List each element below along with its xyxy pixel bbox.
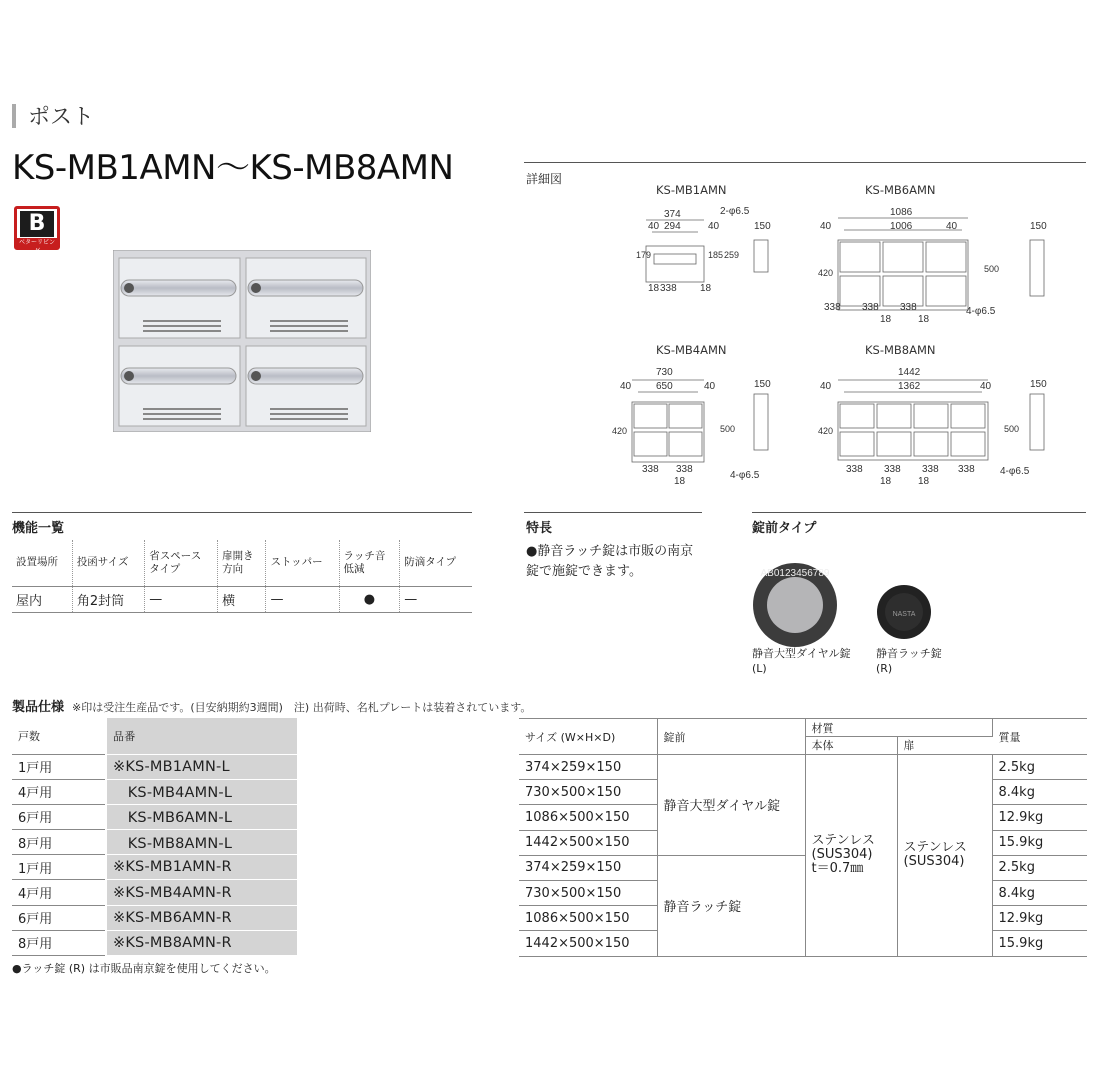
- category-bar: [12, 104, 16, 128]
- dim-mb6-s2: 18: [918, 314, 930, 325]
- header-units: 戸数: [12, 718, 106, 754]
- dim-mb4-side2: 40: [704, 381, 716, 392]
- func-value-drip: —: [400, 586, 472, 612]
- func-header-latch: ラッチ音 低減: [339, 540, 400, 586]
- dial-characters: AB0123456789: [760, 568, 830, 579]
- dim-mb8-hole: 4-φ6.5: [1000, 466, 1030, 477]
- dim-mb4-d2: 500: [720, 424, 736, 434]
- cell-weight: 2.5kg: [992, 755, 1087, 780]
- row-units: 4戸用: [12, 880, 106, 905]
- dim-mb8-b3: 338: [922, 464, 939, 475]
- dim-mb6-side2: 40: [946, 221, 958, 232]
- cell-size: 730×500×150: [519, 780, 657, 805]
- lock-caption-l: [752, 646, 851, 676]
- dim-mb8-s1: 18: [880, 476, 892, 487]
- cell-size: 374×259×150: [519, 755, 657, 780]
- table-row: [12, 855, 297, 880]
- category-label: ポスト: [28, 105, 95, 130]
- locks-title: 錠前タイプ: [752, 521, 817, 536]
- cell-size: 374×259×150: [519, 855, 657, 880]
- drawing-label-mb1: KS-MB1AMN: [656, 183, 727, 197]
- drawing-label-mb8: KS-MB8AMN: [865, 343, 936, 357]
- part-number-table: [12, 718, 297, 956]
- detail-drawings: [600, 198, 1090, 488]
- lock-code-r: (R): [876, 662, 893, 675]
- dim-mb8-side2: 40: [980, 381, 992, 392]
- dim-mb1-side: 40: [648, 221, 660, 232]
- lock-code-l: (L): [752, 662, 767, 675]
- header-weight: 質量: [992, 719, 1087, 755]
- func-header-size: 投函サイズ: [72, 540, 144, 586]
- dim-mb1-w: 374: [664, 209, 681, 220]
- row-units: 6戸用: [12, 905, 106, 930]
- dim-mb4-b2: 338: [676, 464, 693, 475]
- bottom-note: ●ラッチ錠 (R) は市販品南京錠を使用してください。: [12, 962, 276, 975]
- functions-divider: [12, 512, 472, 513]
- detail-title: 詳細図: [526, 172, 563, 186]
- dim-mb8-b4: 338: [958, 464, 975, 475]
- product-photo: [113, 250, 371, 432]
- func-value-location: 屋内: [12, 586, 72, 612]
- dim-mb6-b2: 338: [862, 302, 879, 313]
- dim-mb1-hole: 2-φ6.5: [720, 206, 750, 217]
- table-row: [12, 880, 297, 905]
- dim-mb4-w: 730: [656, 367, 673, 378]
- table-row: [12, 754, 297, 779]
- dim-mb1-bottom: 338: [660, 283, 677, 294]
- locks-divider: [752, 512, 1086, 513]
- cell-size: 1086×500×150: [519, 906, 657, 931]
- row-part: KS-MB4AMN-L: [106, 779, 297, 804]
- lock-name-r: 静音ラッチ錠: [876, 647, 942, 660]
- cell-lock-l: 静音大型ダイヤル錠: [657, 755, 805, 856]
- func-header-door: 扉開き 方向: [218, 540, 266, 586]
- logo-caption: ベターリビング: [18, 239, 55, 255]
- cell-lock-r: 静音ラッチ錠: [657, 855, 805, 956]
- dim-mb1-h2: 179: [636, 250, 652, 260]
- cell-body-material: [805, 755, 897, 957]
- latch-lock-image: [874, 582, 934, 642]
- header-size: サイズ (W×H×D): [519, 719, 657, 755]
- cell-weight: 8.4kg: [992, 880, 1087, 905]
- cell-door-material: [897, 755, 992, 957]
- cell-size: 1442×500×150: [519, 830, 657, 855]
- body-material-line: t＝0.7㎜: [811, 861, 864, 877]
- row-units: 6戸用: [12, 804, 106, 829]
- spec-note: ※印は受注生産品です。(目安納期約3週間) 注) 出荷時、名札プレートは装着されています。: [72, 701, 532, 714]
- header-door: 扉: [897, 737, 992, 755]
- cell-size: 730×500×150: [519, 880, 657, 905]
- cell-weight: 15.9kg: [992, 830, 1087, 855]
- cell-weight: 15.9kg: [992, 931, 1087, 956]
- latch-brand: NASTA: [892, 611, 916, 618]
- category-heading: [12, 100, 94, 131]
- row-units: 4戸用: [12, 779, 106, 804]
- dim-mb8-b2: 338: [884, 464, 901, 475]
- dim-mb1-b2: 18: [700, 283, 712, 294]
- dim-mb4-h2: 420: [612, 426, 628, 436]
- dim-mb1-b1: 18: [648, 283, 660, 294]
- cell-size: 1442×500×150: [519, 931, 657, 956]
- table-row: [12, 930, 297, 955]
- features-title: 特長: [526, 521, 553, 536]
- dim-mb6-b1: 338: [824, 302, 841, 313]
- dim-mb6-hole: 4-φ6.5: [966, 306, 996, 317]
- door-material-line: (SUS304): [903, 854, 965, 870]
- table-row: [12, 804, 297, 829]
- func-header-location: 設置場所: [12, 540, 72, 586]
- dim-mb6-h2: 420: [818, 268, 834, 278]
- row-part: ※KS-MB8AMN-R: [106, 930, 297, 955]
- table-row: [12, 779, 297, 804]
- dial-lock-image: [750, 560, 840, 650]
- dim-mb8-side: 40: [820, 381, 832, 392]
- header-lock: 錠前: [657, 719, 805, 755]
- cell-weight: 8.4kg: [992, 780, 1087, 805]
- page-title: KS-MB1AMN～KS-MB8AMN: [12, 148, 454, 188]
- func-value-space: —: [145, 586, 218, 612]
- row-units: 8戸用: [12, 830, 106, 855]
- spec-title: 製品仕様: [12, 700, 65, 715]
- func-value-size: 角2封筒: [72, 586, 144, 612]
- dim-mb8-d2: 500: [1004, 424, 1020, 434]
- func-header-stopper: ストッパー: [266, 540, 339, 586]
- header-material: 材質: [805, 719, 992, 737]
- row-part: KS-MB6AMN-L: [106, 804, 297, 829]
- detail-divider: [524, 162, 1086, 163]
- dim-mb4-s: 18: [674, 476, 686, 487]
- dim-mb1-side2: 40: [708, 221, 720, 232]
- func-value-stopper: —: [266, 586, 339, 612]
- row-part: ※KS-MB4AMN-R: [106, 880, 297, 905]
- cell-size: 1086×500×150: [519, 805, 657, 830]
- lock-caption-r: [876, 646, 942, 676]
- dim-mb6-depth: 150: [1030, 221, 1047, 232]
- row-units: 8戸用: [12, 930, 106, 955]
- dim-mb6-d2: 500: [984, 264, 1000, 274]
- dim-mb4-inner: 650: [656, 381, 673, 392]
- header-body: 本体: [805, 737, 897, 755]
- dim-mb8-h2: 420: [818, 426, 834, 436]
- row-units: 1戸用: [12, 855, 106, 880]
- table-row: [519, 755, 1087, 780]
- row-units: 1戸用: [12, 754, 106, 779]
- dim-mb6-s1: 18: [880, 314, 892, 325]
- dim-mb1-d1: 185: [708, 250, 724, 260]
- header-part: 品番: [106, 718, 297, 754]
- func-value-door: 横: [218, 586, 266, 612]
- table-row: [12, 830, 297, 855]
- dim-mb6-w: 1086: [890, 207, 913, 218]
- func-header-space: 省スペース タイプ: [145, 540, 218, 586]
- drawing-label-mb6: KS-MB6AMN: [865, 183, 936, 197]
- lock-name-l: 静音大型ダイヤル錠: [752, 647, 851, 660]
- cell-weight: 12.9kg: [992, 805, 1087, 830]
- table-row: [519, 855, 1087, 880]
- drawing-label-mb4: KS-MB4AMN: [656, 343, 727, 357]
- dim-mb8-b1: 338: [846, 464, 863, 475]
- dim-mb1-d2: 259: [724, 250, 740, 260]
- cell-weight: 12.9kg: [992, 906, 1087, 931]
- row-part: KS-MB8AMN-L: [106, 830, 297, 855]
- dim-mb6-b3: 338: [900, 302, 917, 313]
- spec-table: [519, 718, 1087, 957]
- dim-mb8-w: 1442: [898, 367, 921, 378]
- logo-letter: B: [20, 211, 54, 237]
- dim-mb4-hole: 4-φ6.5: [730, 470, 760, 481]
- dim-mb4-b1: 338: [642, 464, 659, 475]
- row-part: ※KS-MB1AMN-L: [106, 754, 297, 779]
- func-value-latch: ●: [339, 586, 400, 612]
- dim-mb8-inner: 1362: [898, 381, 921, 392]
- body-material-line: ステンレス: [811, 833, 875, 849]
- dim-mb4-depth: 150: [754, 379, 771, 390]
- dim-mb1-depth: 150: [754, 221, 771, 232]
- dim-mb8-s2: 18: [918, 476, 930, 487]
- dim-mb4-side: 40: [620, 381, 632, 392]
- features-text: ●静音ラッチ錠は市販の南京錠で施錠できます。: [526, 544, 694, 579]
- cell-weight: 2.5kg: [992, 855, 1087, 880]
- table-row: [12, 905, 297, 930]
- dim-mb1-inner: 294: [664, 221, 681, 232]
- dim-mb6-side: 40: [820, 221, 832, 232]
- features-divider: [524, 512, 702, 513]
- functions-title: 機能一覧: [12, 521, 65, 536]
- body-material-line: (SUS304): [811, 847, 873, 863]
- row-part: ※KS-MB6AMN-R: [106, 905, 297, 930]
- dim-mb8-depth: 150: [1030, 379, 1047, 390]
- dim-mb6-inner: 1006: [890, 221, 913, 232]
- row-part: ※KS-MB1AMN-R: [106, 855, 297, 880]
- spec-heading: [12, 696, 531, 715]
- door-material-line: ステンレス: [903, 840, 967, 856]
- func-header-drip: 防滴タイプ: [400, 540, 472, 586]
- functions-table: [12, 540, 472, 613]
- bl-certification-logo: [14, 206, 60, 255]
